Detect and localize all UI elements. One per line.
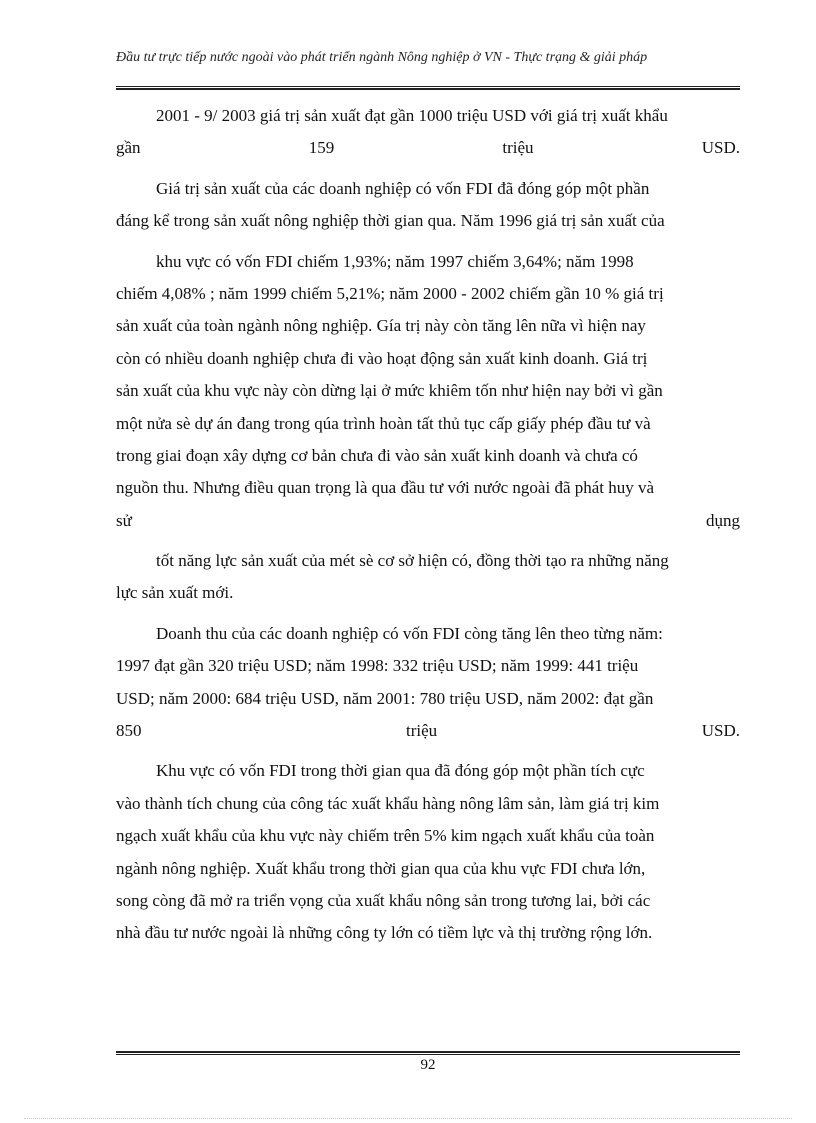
text-line: Khu vực có vốn FDI trong thời gian qua đã đóng góp một phần tích cực (156, 761, 645, 781)
paragraph-1 (116, 100, 740, 165)
text-line-justified: gần 159 triệu USD. (116, 138, 740, 158)
text-line: trong giai đoạn xây dựng cơ bản chưa đi vào sản xuất kinh doanh và chưa có (116, 445, 638, 465)
text-line: 2001 - 9/ 2003 giá trị sản xuất đạt gần 1000 triệu USD với giá trị xuất khẩu (156, 106, 668, 125)
text-line: nhà đầu tư nước ngoài là những công ty lớn có tiềm lực và thị trường rộng lớn. (116, 923, 653, 943)
running-header: Đầu tư trực tiếp nước ngoài vào phát triển ngành Nông nghiệp ở VN - Thực trạng & giải pháp (116, 50, 648, 65)
footer-divider (116, 1051, 740, 1055)
paragraph-2 (116, 173, 740, 610)
text-line: Giá trị sản xuất của các doanh nghiệp có vốn FDI đã đóng góp một phần (156, 178, 650, 198)
text-line: ngành nông nghiệp. Xuất khẩu trong thời gian qua của khu vực FDI chưa lớn, (116, 858, 646, 878)
text-line-justified: sử dụng (116, 510, 740, 530)
text-line: Doanh thu của các doanh nghiệp có vốn FDI còng tăng lên theo từng năm: (156, 623, 663, 643)
header-divider (116, 86, 740, 90)
text-line: USD; năm 2000: 684 triệu USD, năm 2001: 780 triệu USD, năm 2002: đạt gần (116, 688, 654, 708)
text-line: sản xuất của toàn ngành nông nghiệp. Gía trị này còn tăng lên nữa vì hiện nay (116, 316, 646, 336)
paragraph-4 (116, 755, 740, 949)
text-line: tốt năng lực sản xuất của mét sè cơ sở hiện có, đồng thời tạo ra những năng (156, 551, 669, 571)
text-line-justified: 850 triệu USD. (116, 721, 740, 741)
text-line: 1997 đạt gần 320 triệu USD; năm 1998: 332 triệu USD; năm 1999: 441 triệu (116, 656, 639, 676)
paragraph-3 (116, 618, 740, 748)
text-line: sản xuất của khu vực này còn dừng lại ở mức khiêm tốn như hiện nay bởi vì gần (116, 381, 663, 401)
text-line: nguồn thu. Nhưng điều quan trọng là qua đầu tư với nước ngoài đã phát huy và (116, 478, 655, 498)
text-line: đáng kể trong sản xuất nông nghiệp thời gian qua. Năm 1996 giá trị sản xuất của (116, 211, 665, 231)
text-line: một nửa sè dự án đang trong qúa trình hoàn tất thủ tục cấp giấy phép đầu tư và (116, 413, 651, 433)
document-body (116, 100, 740, 950)
text-line: còn có nhiều doanh nghiệp chưa đi vào hoạt động sản xuất kinh doanh. Giá trị (116, 348, 648, 368)
text-line: chiếm 4,08% ; năm 1999 chiếm 5,21%; năm 2000 - 2002 chiếm gần 10 % giá trị (116, 283, 664, 303)
page-number: 92 (420, 1057, 436, 1073)
text-line: vào thành tích chung của công tác xuất khẩu hàng nông lâm sản, làm giá trị kim (116, 793, 660, 813)
text-line: khu vực có vốn FDI chiếm 1,93%; năm 1997 chiếm 3,64%; năm 1998 (156, 251, 634, 271)
text-line: ngạch xuất khẩu của khu vực này chiếm trên 5% kim ngạch xuất khẩu của toàn (116, 826, 655, 846)
text-line: song còng đã mở ra triển vọng của xuất khẩu nông sản trong tương lai, bởi các (116, 890, 651, 910)
text-line: lực sản xuất mới. (116, 583, 234, 603)
page-edge-dotted-line (24, 1118, 792, 1119)
